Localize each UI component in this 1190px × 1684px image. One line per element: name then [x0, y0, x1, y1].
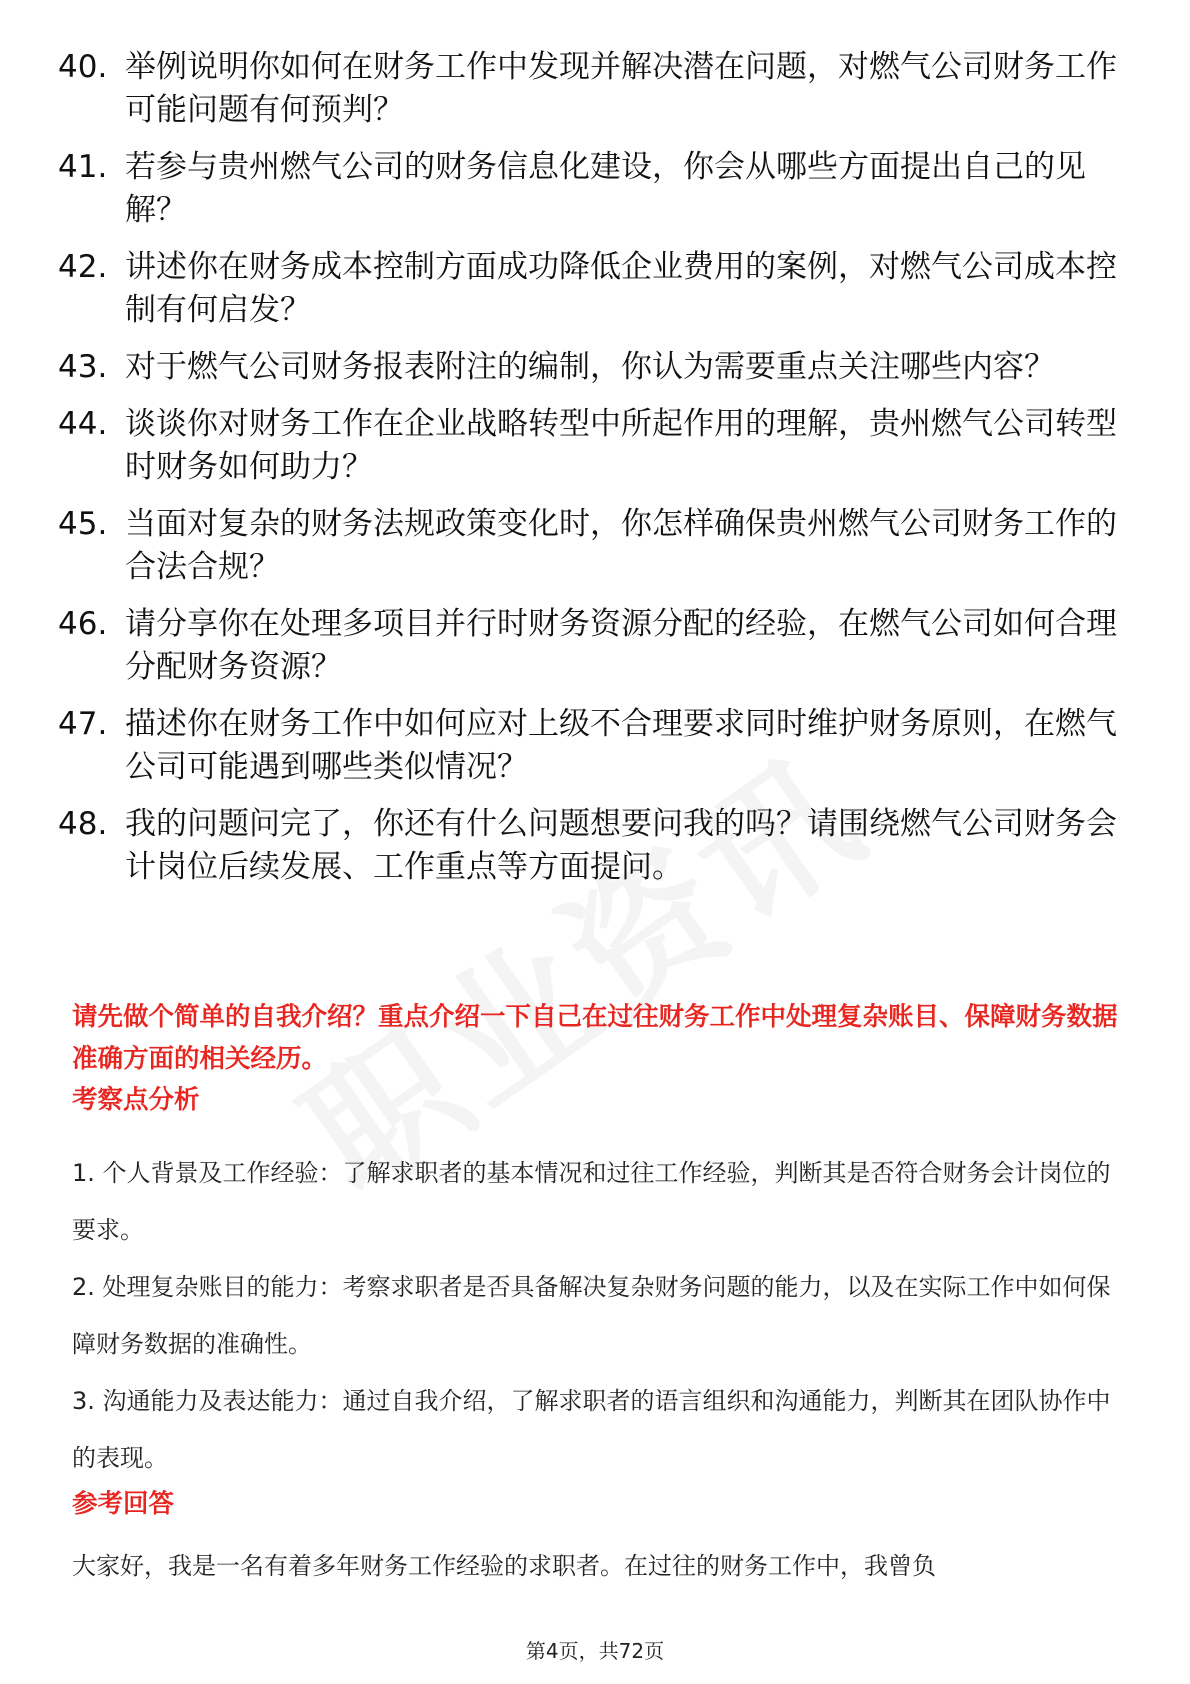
analysis-heading: 考察点分析: [72, 1085, 200, 1115]
question-text: 讲述你在财务成本控制方面成功降低企业费用的案例，对燃气公司成本控制有何启发？: [125, 249, 1117, 328]
list-item: [58, 703, 1138, 789]
question-text: 若参与贵州燃气公司的财务信息化建设，你会从哪些方面提出自己的见解？: [125, 149, 1086, 228]
question-number: 40.: [58, 49, 108, 85]
question-number: 42.: [58, 249, 108, 285]
list-item: [58, 603, 1138, 689]
answer-text: 大家好，我是一名有着多年财务工作经验的求职者。在过往的财务工作中，我曾负: [72, 1552, 936, 1580]
highlight-question: 请先做个简单的自我介绍？重点介绍一下自己在过往财务工作中处理复杂账目、保障财务数据准确方面的相关经历。: [72, 1002, 1118, 1074]
question-number: 41.: [58, 149, 108, 185]
answer-heading: 参考回答: [72, 1489, 175, 1519]
question-number: 45.: [58, 506, 108, 542]
list-item: [58, 803, 1138, 889]
question-text: 对于燃气公司财务报表附注的编制，你认为需要重点关注哪些内容？: [125, 349, 1055, 385]
list-item: [58, 503, 1138, 589]
question-number: 47.: [58, 706, 108, 742]
question-text: 请分享你在处理多项目并行时财务资源分配的经验，在燃气公司如何合理分配财务资源？: [125, 606, 1117, 685]
analysis-item: 1. 个人背景及工作经验：了解求职者的基本情况和过往工作经验，判断其是否符合财务会计岗位的要求。: [72, 1159, 1111, 1244]
question-number: 48.: [58, 806, 108, 842]
question-text: 谈谈你对财务工作在企业战略转型中所起作用的理解，贵州燃气公司转型时财务如何助力？: [125, 406, 1117, 485]
analysis-item: 3. 沟通能力及表达能力：通过自我介绍，了解求职者的语言组织和沟通能力，判断其在团队协作中的表现。: [72, 1387, 1111, 1472]
analysis-list: [72, 1145, 1132, 1487]
question-text: 当面对复杂的财务法规政策变化时，你怎样确保贵州燃气公司财务工作的合法合规？: [125, 506, 1117, 585]
question-text: 举例说明你如何在财务工作中发现并解决潜在问题，对燃气公司财务工作可能问题有何预判？: [125, 49, 1117, 128]
page-footer: 第4页，共72页: [525, 1639, 665, 1663]
question-number: 44.: [58, 406, 108, 442]
list-item: [58, 146, 1138, 232]
list-item: [58, 403, 1138, 489]
question-list: [58, 46, 1138, 903]
list-item: [58, 46, 1138, 132]
question-text: 我的问题问完了，你还有什么问题想要问我的吗？请围绕燃气公司财务会计岗位后续发展、工作重点等方面提问。: [125, 806, 1117, 885]
analysis-item: 2. 处理复杂账目的能力：考察求职者是否具备解决复杂财务问题的能力，以及在实际工作中如何保障财务数据的准确性。: [72, 1273, 1111, 1358]
question-text: 描述你在财务工作中如何应对上级不合理要求同时维护财务原则，在燃气公司可能遇到哪些类似情况？: [125, 706, 1117, 785]
list-item: [58, 246, 1138, 332]
question-number: 46.: [58, 606, 108, 642]
list-item: [58, 346, 1138, 389]
question-number: 43.: [58, 349, 108, 385]
